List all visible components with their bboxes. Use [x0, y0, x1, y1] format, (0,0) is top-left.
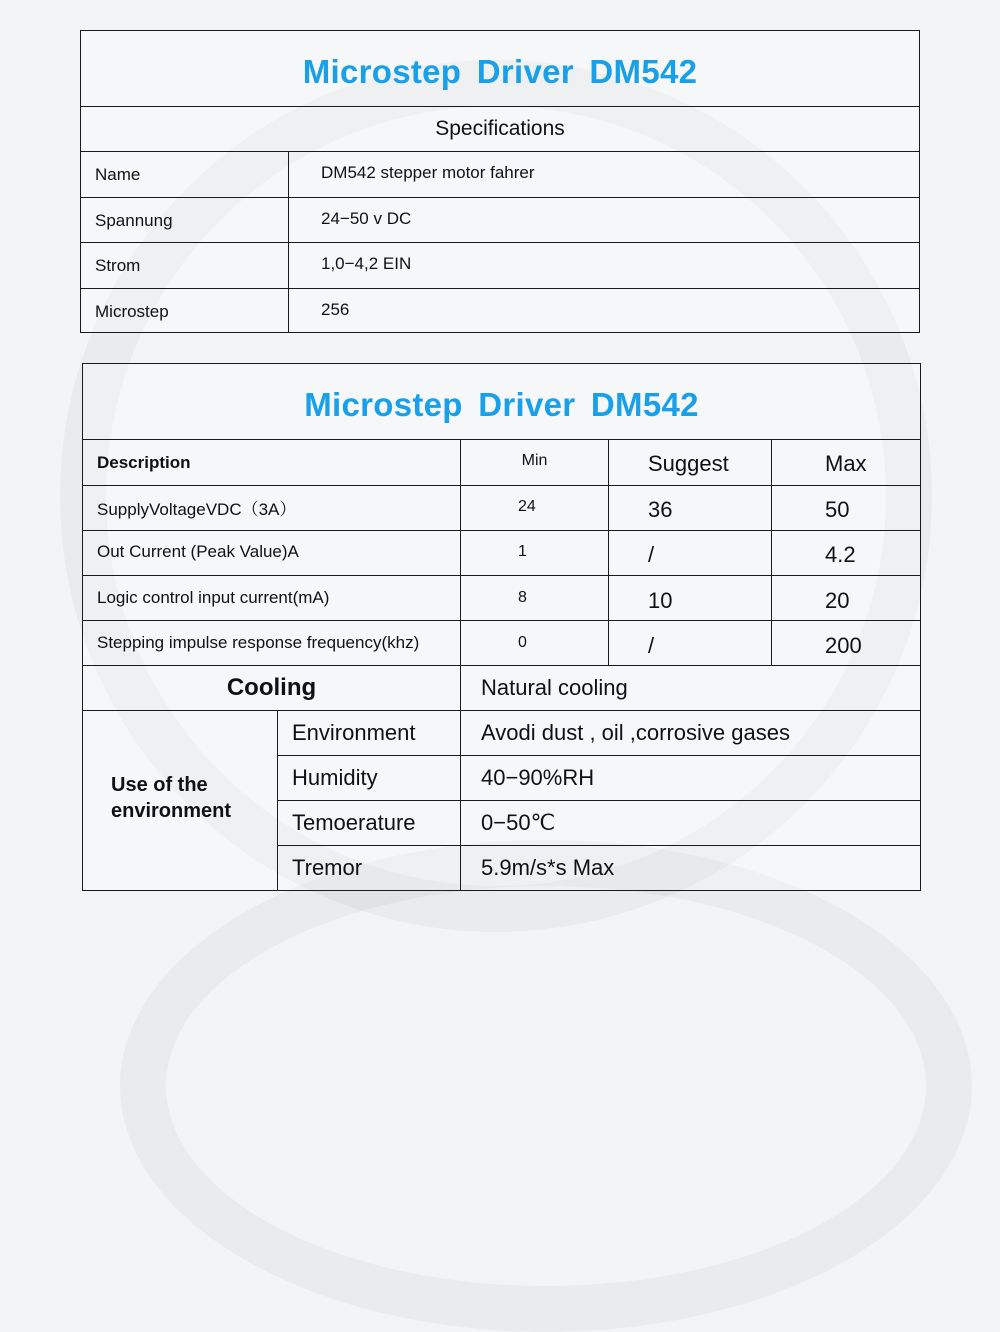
env-row-label: Environment — [292, 720, 416, 745]
environment-label-line2: environment — [111, 800, 232, 822]
param-min: 24 — [518, 498, 536, 515]
watermark-ring — [120, 840, 972, 1332]
spec-row-value: DM542 stepper motor fahrer — [321, 163, 535, 182]
param-min: 1 — [518, 543, 527, 560]
env-row-label: Temoerature — [292, 810, 416, 835]
env-row-label: Tremor — [292, 855, 363, 880]
specifications-table — [80, 30, 920, 333]
header-suggest: Suggest — [648, 451, 729, 476]
param-description: Stepping impulse response frequency(khz) — [97, 633, 420, 652]
spec-title: Microstep Driver DM542 — [302, 53, 698, 90]
param-description: Out Current (Peak Value)A — [97, 542, 299, 561]
param-suggest: 10 — [648, 588, 673, 613]
param-description: Logic control input current(mA) — [97, 588, 330, 607]
params-title: Microstep Driver DM542 — [304, 386, 699, 423]
param-min: 8 — [518, 589, 527, 606]
environment-label-line1: Use of the — [111, 774, 208, 796]
env-row-label: Humidity — [292, 765, 378, 790]
param-min: 0 — [518, 634, 527, 651]
env-row-value: Avodi dust , oil ,corrosive gases — [481, 720, 790, 745]
header-min: Min — [521, 452, 548, 469]
spec-row-label: Spannung — [95, 210, 173, 230]
param-description: SupplyVoltageVDC（3A） — [97, 499, 297, 519]
param-max: 20 — [825, 588, 850, 613]
cooling-label: Cooling — [226, 674, 317, 701]
param-suggest: / — [648, 633, 655, 658]
spec-row-label: Name — [95, 164, 141, 184]
param-max: 200 — [825, 633, 862, 658]
param-max: 50 — [825, 497, 850, 522]
spec-row-value: 1,0−4,2 EIN — [321, 254, 412, 273]
spec-subtitle: Specifications — [435, 117, 565, 140]
param-suggest: 36 — [648, 497, 673, 522]
env-row-value: 5.9m/s*s Max — [481, 855, 615, 880]
param-max: 4.2 — [825, 542, 856, 567]
param-suggest: / — [648, 542, 655, 567]
environment-label — [111, 772, 231, 824]
spec-row-label: Microstep — [95, 301, 169, 321]
header-max: Max — [825, 451, 867, 476]
parameters-table — [82, 363, 921, 891]
spec-row-value: 256 — [321, 300, 350, 319]
header-description: Description — [97, 452, 191, 472]
cooling-value: Natural cooling — [481, 675, 628, 700]
env-row-value: 40−90%RH — [481, 765, 595, 790]
spec-row-label: Strom — [95, 255, 141, 275]
env-row-value: 0−50℃ — [481, 810, 556, 835]
spec-row-value: 24−50 v DC — [321, 209, 412, 228]
